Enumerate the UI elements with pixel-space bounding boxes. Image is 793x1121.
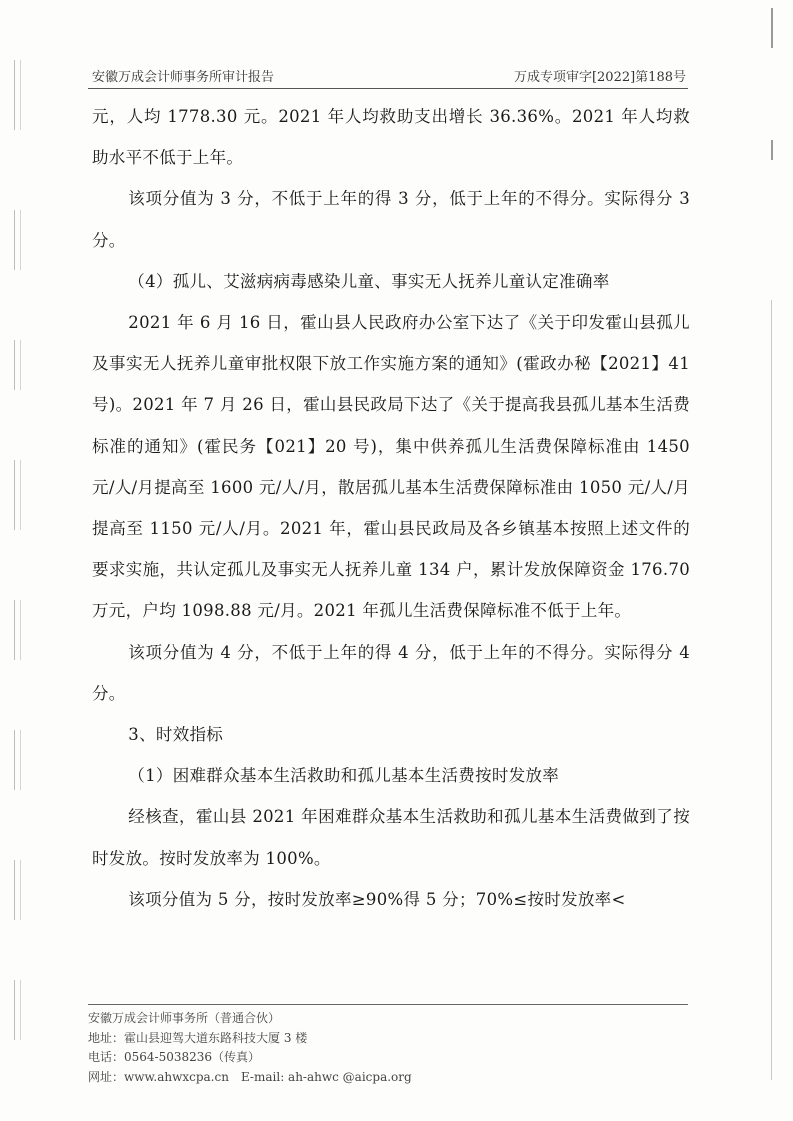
header-firm-name: 安徽万成会计师事务所审计报告 (92, 70, 275, 85)
section-heading: 3、时效指标 (128, 725, 224, 745)
paragraph: 该项分值为 4 分，不低于上年的得 4 分，低于上年的不得分。实际得分 4 分。 (92, 642, 690, 703)
report-body (92, 96, 690, 920)
paragraph: 该项分值为 5 分，按时发放率≥90%得 5 分；70%≤按时发放率< (128, 889, 626, 909)
scan-binding-marks (14, 40, 20, 1080)
page-header (88, 66, 688, 89)
paragraph: 2021 年 6 月 16 日，霍山县人民政府办公室下达了《关于印发霍山县孤儿及事实无人抚养儿童审批权限下放工作实施方案的通知》(霍政办秘【2021】41 号)。2021 年 7 月 26 日，霍山县民政局下达了《关于提高我县孤儿基本生活费标准的通知》(霍民务【021】20 号)，集中供养孤儿生活费保障标准由 1450 元/人/月提高至 1600 元/人/月，散居孤儿基本生活费保障标准由 1050 元/人/月提高至 1150 元/人/月。2021 年，霍山县民政局及各乡镇基本按照上述文件的要求实施，共认定孤儿及事实无人抚养儿童 134 户，累计发放保障资金 176.70 万元，户均 1098.88 元/月。2021 年孤儿生活费保障标准不低于上年。 (92, 313, 690, 621)
paragraph: 元，人均 1778.30 元。2021 年人均救助支出增长 36.36%。2021 年人均救助水平不低于上年。 (92, 107, 690, 168)
header-document-number: 万成专项审字[2022]第188号 (513, 70, 686, 85)
page-footer (88, 1004, 688, 1087)
footer-website-email: 网址：www.ahwxcpa.cn E-mail: ah-ahwc @aicpa.org (88, 1069, 412, 1084)
scan-edge-marks (771, 0, 783, 1121)
paragraph: 经核查，霍山县 2021 年困难群众基本生活救助和孤儿基本生活费做到了按时发放。按时发放率为 100%。 (92, 807, 690, 868)
footer-firm-name: 安徽万成会计师事务所（普通合伙） (88, 1011, 281, 1025)
section-heading: （4）孤儿、艾滋病病毒感染儿童、事实无人抚养儿童认定准确率 (128, 271, 610, 291)
paragraph: 该项分值为 3 分，不低于上年的得 3 分，低于上年的不得分。实际得分 3 分。 (92, 189, 690, 250)
footer-address: 地址：霍山县迎驾大道东路科技大厦 3 楼 (88, 1030, 308, 1045)
footer-phone: 电话：0564-5038236（传真） (88, 1050, 261, 1064)
section-heading: （1）困难群众基本生活救助和孤儿基本生活费按时发放率 (128, 766, 560, 786)
